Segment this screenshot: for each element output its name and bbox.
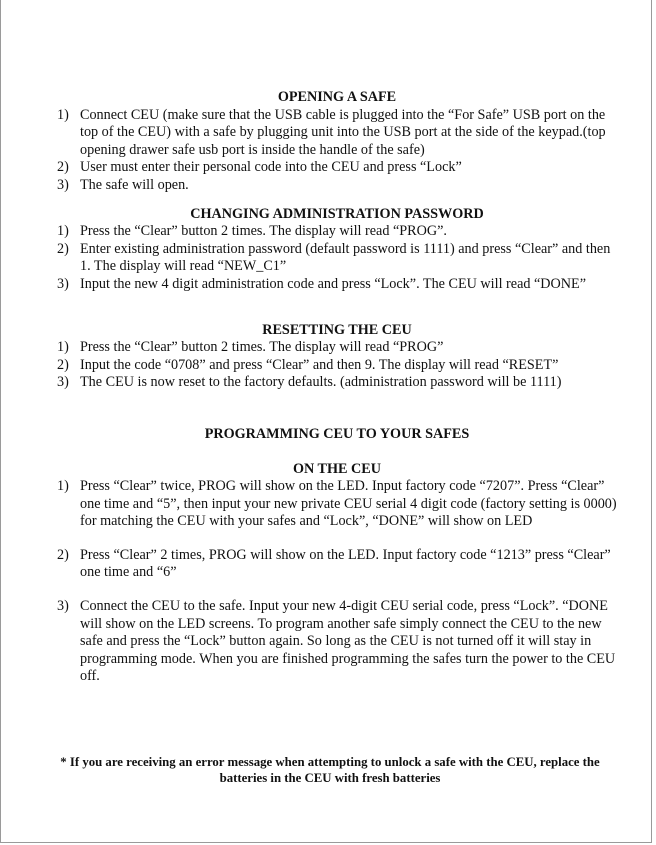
step-text: The CEU is now reset to the factory defaults. (administration password will be 1111) [80,374,562,391]
list-item [57,374,617,392]
step-number: 3) [57,176,69,193]
list-item [57,241,617,276]
step-text: Input the code “0708” and press “Clear” and then 9. The display will read “RESET” [80,356,559,373]
step-text: Press “Clear” twice, PROG will show on the LED. Input factory code “7207”. Press “Clear” one time and “5”, then input your new private CEU serial 4 digit code (factory setting is 0000) for matching the CEU with your safes and “Lock”, “DONE” will show on LED [80,478,617,530]
list-item [57,357,617,375]
step-number: 1) [57,106,69,123]
step-text: Connect CEU (make sure that the USB cable is plugged into the “For Safe” USB port on the top of the CEU) with a safe by plugging unit into the USB port at the side of the keypad.(top opening drawer safe usb port is inside the handle of the safe) [80,106,606,158]
error-note: * If you are receiving an error message when attempting to unlock a safe with the CEU, replace the batteries in the CEU with fresh batteries [60,754,600,785]
step-number: 3) [57,374,69,391]
list-item [57,177,617,195]
list-item [57,276,617,294]
list-item [57,223,617,241]
step-text: Press “Clear” 2 times, PROG will show on the LED. Input factory code “1213” press “Clear” one time and “6” [80,546,611,581]
step-number: 2) [57,159,69,176]
steps-admin-password [57,223,617,293]
step-text: Connect the CEU to the safe. Input your new 4-digit CEU serial code, press “Lock”. “DONE will show on the LED screens. To program another safe simply connect the CEU to the new safe and press the “Lock” button again. So long as the CEU is not turned off it will stay in programming mode. When you are finished programming the safes turn the power to the CEU off. [80,598,616,685]
section-heading-opening-safe: OPENING A SAFE [277,89,397,105]
step-number: 3) [57,598,69,615]
list-item [57,107,617,160]
document-content [57,89,617,686]
section-heading-admin-password: CHANGING ADMINISTRATION PASSWORD [190,205,484,222]
section-heading-resetting-ceu: RESETTING THE CEU [262,321,412,338]
steps-programming-ceu [57,478,617,686]
step-text: Press the “Clear” button 2 times. The display will read “PROG”. [80,223,447,240]
step-number: 2) [57,240,69,257]
step-number: 3) [57,275,69,292]
step-text: Enter existing administration password (default password is 1111) and press “Clear” and then 1. The display will read “NEW_C1” [80,240,611,275]
list-item [57,159,617,177]
list-item [57,547,617,582]
step-text: Press the “Clear” button 2 times. The display will read “PROG” [80,339,444,356]
step-number: 2) [57,356,69,373]
step-number: 2) [57,546,69,563]
step-number: 1) [57,223,69,240]
list-item [57,598,617,686]
step-text: Input the new 4 digit administration code and press “Lock”. The CEU will read “DONE” [80,275,587,292]
step-text: The safe will open. [80,176,189,193]
list-item [57,339,617,357]
list-item [57,478,617,531]
steps-resetting-ceu [57,339,617,392]
section-heading-programming-ceu: PROGRAMMING CEU TO YOUR SAFES [204,425,470,442]
step-number: 1) [57,478,69,495]
steps-opening-safe [57,107,617,195]
step-number: 1) [57,339,69,356]
section-subheading-on-the-ceu: ON THE CEU [292,460,382,477]
step-text: User must enter their personal code into the CEU and press “Lock” [80,159,462,176]
